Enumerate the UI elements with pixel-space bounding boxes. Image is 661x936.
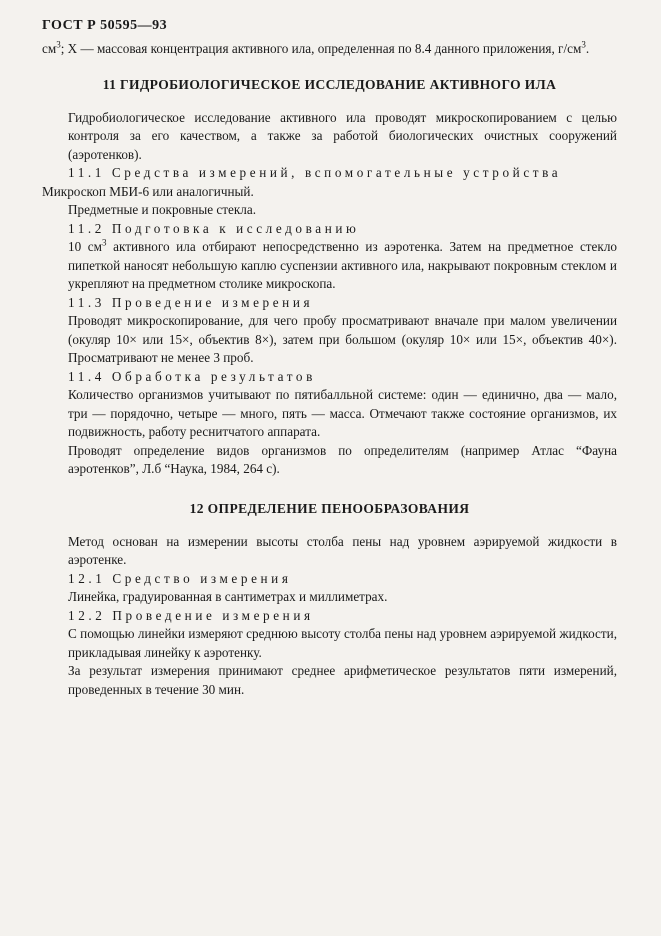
section-11-2-heading: 11.2 Подготовка к исследованию xyxy=(68,220,360,236)
section-11-1-line1: Микроскоп МБИ-6 или аналогичный. xyxy=(42,183,254,199)
section-12-1-text: Линейка, градуированная в сантиметрах и миллиметрах. xyxy=(68,589,388,604)
section-12-title: 12 ОПРЕДЕЛЕНИЕ ПЕНООБРАЗОВАНИЯ xyxy=(189,500,470,516)
section-11-3-heading: 11.3 Проведение измерения xyxy=(68,294,314,310)
section-11-1-line2: Предметные и покровные стекла. xyxy=(68,202,257,217)
intro-paragraph: $см^3$; X — массовая концентрация активного ила, определенная по 8.4 данного приложения, $г/см^3$. xyxy=(42,39,590,56)
section-12-2-text2: За результат измерения принимают среднее арифметическое результатов пяти измерений, проведенных в течение 30 мин. xyxy=(68,663,617,697)
section-11-intro: Гидробиологическое исследование активного ила проводят микроскопированием с целью контроля за его качеством, а также за работой биологических очистных сооружений (аэротенков). xyxy=(68,109,617,162)
section-12-intro: Метод основан на измерении высоты столба пены над уровнем аэрируемой жидкости в аэротенке. xyxy=(68,533,617,567)
section-12-2-heading: 12.2 Проведение измерения xyxy=(68,607,314,623)
standard-header: ГОСТ Р 50595—93 xyxy=(42,18,168,33)
section-11-4-heading: 11.4 Обработка результатов xyxy=(68,368,316,384)
section-11-2-text: 10 $см^3$ активного ила отбирают непосредственно из аэротенка. Затем на предметное стекло пипеткой наносят небольшую каплю суспензии активного ила, накрывают покровным стеклом и укрепляют на предметном столике микроскопа. xyxy=(68,237,617,291)
section-11-4-text1: Количество организмов учитывают по пятибалльной системе: один — единично, два — мало, три — порядочно, четыре — много, пять — масса. Отмечают также состояние организмов, их подвижность, работу реснитчатого аппарата. xyxy=(68,387,617,439)
section-11-title: 11 ГИДРОБИОЛОГИЧЕСКОЕ ИССЛЕДОВАНИЕ АКТИВНОГО ИЛА xyxy=(102,76,557,92)
section-12-2-text1: С помощью линейки измеряют среднюю высоту столба пены над уровнем аэрируемой жидкости, прикладывая линейку к аэротенку. xyxy=(68,626,617,660)
section-12-1-heading: 12.1 Средство измерения xyxy=(68,570,292,586)
section-11-4-text2: Проводят определение видов организмов по определителям (например Атлас “Фауна аэротенков”, Л.б “Наука, 1984, 264 с). xyxy=(68,442,617,476)
section-11-3-text: Проводят микроскопирование, для чего пробу просматривают вначале при малом увеличении (окуляр 10× или 15×, объектив 8×), затем при большом (окуляр 10× или 15×, объектив 40×). Просматривают не менее 3 проб. xyxy=(68,313,617,365)
section-11-1-heading: 11.1 Средства измерений, вспомогательные устройства xyxy=(68,165,562,180)
